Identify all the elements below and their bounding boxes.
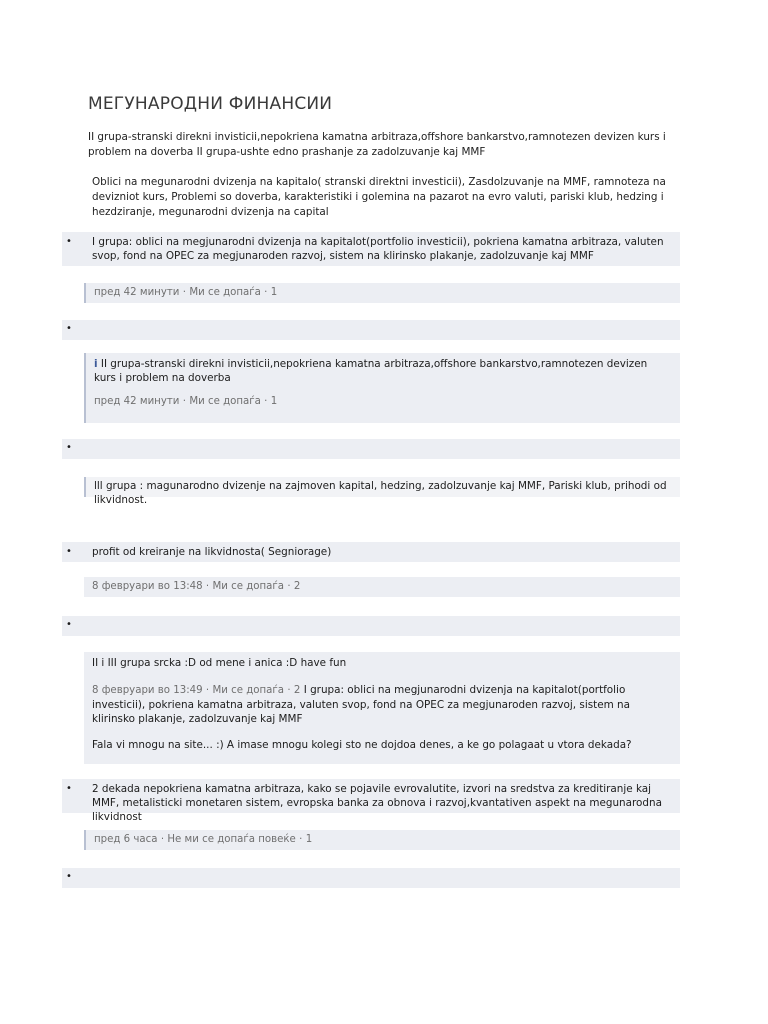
timestamp: 8 февруари во 13:48: [92, 581, 203, 592]
comment-meta: [84, 283, 680, 303]
like-link[interactable]: Ми се допаѓа: [189, 287, 261, 298]
comment-title: II i III grupa srcka :D od mene i anica :D have fun: [92, 657, 347, 669]
empty-list-item: [62, 320, 680, 340]
list-item-text: 2 dekada nepokriena kamatna arbitraza, kako se pojavile evrovalutite, izvori na sredstva za kreditiranje kaj MMF, metalisticki monetaren sistem, evropska banka za obnova i razvoj,kvantativen aspekt na megunarodna likvidnost: [92, 783, 662, 823]
separator: ·: [205, 685, 210, 696]
page-title: МЕГУНАРОДНИ ФИНАНСИИ: [88, 94, 333, 114]
like-count[interactable]: 1: [305, 834, 313, 845]
empty-list-item: [62, 868, 680, 888]
comment-text: I grupa: oblici na megjunarodni dvizenja na kapitalot(portfolio investicii), pokriena kamatna arbitraza, valuten svop, fond na OPEC za megjunaroden razvoj, sistem na klirinsko plakanje, zadolzuvanje kaj MMF: [92, 684, 630, 725]
comment-text: lll grupa : magunarodno dvizenje na zajmoven kapital, hedzing, zadolzuvanje kaj MMF, Pariski klub, prihodi od likvidnost.: [94, 480, 667, 506]
intro-paragraph-2: Oblici na megunarodni dvizenja na kapitalo( stranski direktni investicii), Zasdolzuvanje na MMF, ramnoteza na devizniot kurs, Problemi so doverba, karakteristiki i golemina na pazarot na evro valuti, pariski klub, hedzing i hezdziranje, megunarodni dvizenja na capital: [92, 176, 666, 218]
empty-list-item: [62, 439, 680, 459]
separator: ·: [182, 396, 186, 407]
comment-extra-text: Fala vi mnogu na site... :) A imase mnogu kolegi sto ne dojdoa denes, a ke go polagaat u vtora dekada?: [92, 739, 632, 751]
separator: ·: [205, 581, 210, 592]
separator: ·: [264, 396, 268, 407]
timestamp: пред 42 минути: [94, 396, 180, 407]
list-item-text: I grupa: oblici na megjunarodni dvizenja na kapitalot(portfolio investicii), pokriena kamatna arbitraza, valuten svop, fond na OPEC za megjunaroden razvoj, sistem na klirinsko plakanje, zadolzuvanje kaj MMF: [92, 236, 664, 262]
bullet: •: [66, 442, 72, 453]
timestamp: пред 42 минути: [94, 287, 180, 298]
bullet: •: [66, 236, 72, 247]
like-count[interactable]: 1: [270, 396, 278, 407]
comment: [84, 652, 680, 764]
empty-list-item: [62, 616, 680, 636]
comment: [84, 477, 680, 506]
unlike-link[interactable]: Не ми се допаѓа повеќе: [167, 834, 296, 845]
like-link[interactable]: Ми се допаѓа: [212, 685, 285, 696]
bullet: •: [66, 783, 72, 794]
comment-meta: [84, 577, 680, 597]
comment-text: II grupa-stranski direkni invisticii,nepokriena kamatna arbitraza,offshore bankarstvo,ramnotezen devizen kurs i problem na doverba: [94, 358, 648, 384]
bullet: •: [66, 619, 72, 630]
like-count[interactable]: 1: [270, 287, 278, 298]
like-link[interactable]: Ми се допаѓа: [212, 581, 285, 592]
bullet: •: [66, 871, 72, 882]
separator: ·: [287, 685, 291, 696]
list-item-text: profit od kreiranje na likvidnosta( Segniorage): [92, 546, 332, 558]
separator: ·: [160, 834, 165, 845]
list-item: [62, 542, 680, 562]
list-item: [62, 779, 680, 823]
like-link[interactable]: Ми се допаѓа: [189, 396, 261, 407]
separator: ·: [264, 287, 268, 298]
intro-paragraph-1: II grupa-stranski direkni invisticii,nepokriena kamatna arbitraza,offshore bankarstvo,ramnotezen devizen kurs i problem na doverba II grupa-ushte edno prashanje za zadolzuvanje kaj MMF: [88, 131, 666, 158]
timestamp: 8 февруари во 13:49: [92, 685, 203, 696]
like-count[interactable]: 2: [293, 685, 301, 696]
bullet: •: [66, 546, 72, 557]
comment-prefix: i: [94, 358, 98, 370]
timestamp: пред 6 часа: [94, 834, 158, 845]
like-count[interactable]: 2: [293, 581, 301, 592]
separator: ·: [299, 834, 303, 845]
separator: ·: [182, 287, 186, 298]
comment: [84, 353, 680, 423]
separator: ·: [287, 581, 291, 592]
bullet: •: [66, 323, 72, 334]
list-item: [62, 232, 680, 266]
comment-meta: [84, 830, 680, 850]
